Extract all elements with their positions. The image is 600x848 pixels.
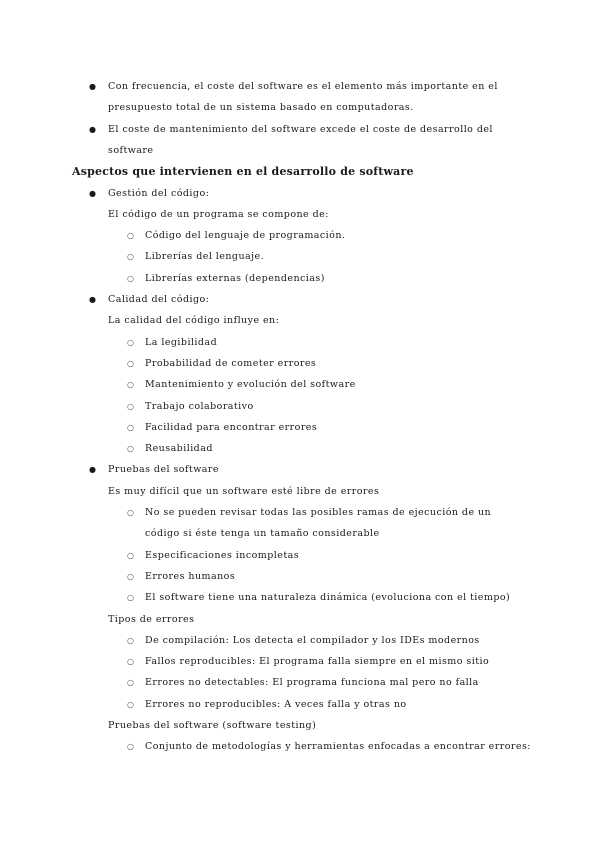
sub-bullet-icon: ○ <box>127 593 134 603</box>
block-intro-text: Tipos de errores <box>108 613 195 625</box>
sub-bullet-icon: ○ <box>127 657 134 667</box>
sub-list-item-text: Especificaciones incompletas <box>145 549 300 561</box>
sub-list-item-text: Facilidad para encontrar errores <box>145 421 318 433</box>
block-intro-text: Es muy difícil que un software esté libre de errores <box>108 485 380 497</box>
sub-bullet-icon: ○ <box>127 273 134 283</box>
sub-bullet-icon: ○ <box>127 742 134 752</box>
sub-bullet-icon: ○ <box>127 444 134 454</box>
bullet-icon: ● <box>89 82 96 91</box>
sub-list-item-text: De compilación: Los detecta el compilador y los IDEs modernos <box>145 634 480 646</box>
block-intro-text: La calidad del código influye en: <box>108 315 280 327</box>
sub-bullet-icon: ○ <box>127 571 134 581</box>
sub-list-item-text: Trabajo colaborativo <box>145 400 254 412</box>
sub-bullet-icon: ○ <box>127 380 134 390</box>
sub-list-item-text: Reusabilidad <box>145 443 213 455</box>
sub-list-item-text: Probabilidad de cometer errores <box>145 357 317 369</box>
sub-list-item-text: Mantenimiento y evolución del software <box>145 379 356 391</box>
sub-list-item-text: Errores no reproducibles: A veces falla y otras no <box>145 698 407 710</box>
sub-list-item-text: Errores humanos <box>145 570 236 582</box>
list-item-text: El coste de mantenimiento del software excede el coste de desarrollo del <box>108 123 493 135</box>
block-intro-text: Pruebas del software (software testing) <box>108 720 317 731</box>
list-item-text: presupuesto total de un sistema basado en computadoras. <box>108 102 414 114</box>
block-intro-text: El código de un programa se compone de: <box>108 208 329 220</box>
sub-list-item-text: Conjunto de metodologías y herramientas enfocadas a encontrar errores: <box>145 741 531 753</box>
sub-bullet-icon: ○ <box>127 337 134 347</box>
sub-bullet-icon: ○ <box>127 678 134 688</box>
sub-list-item-text: Librerías del lenguaje. <box>145 251 265 263</box>
sub-bullet-icon: ○ <box>127 635 134 645</box>
list-item-text: software <box>108 144 154 156</box>
sub-list-item-text: Librerías externas (dependencias) <box>145 272 325 284</box>
bullet-icon: ● <box>89 124 96 134</box>
sub-list-item-text: Errores no detectables: El programa funciona mal pero no falla <box>145 677 479 689</box>
section-heading: Aspectos que intervienen en el desarrollo de software <box>72 165 414 179</box>
bullet-icon: ● <box>89 295 96 304</box>
sub-bullet-icon: ○ <box>127 358 134 368</box>
bullet-icon: ● <box>89 188 96 198</box>
sub-bullet-icon: ○ <box>127 508 134 517</box>
sub-list-item-text: El software tiene una naturaleza dinámica (evoluciona con el tiempo) <box>145 592 511 604</box>
sub-list-item-text: código si éste tenga un tamaño considerable <box>145 528 380 540</box>
sub-bullet-icon: ○ <box>127 231 134 241</box>
sub-list-item-text: Fallos reproducibles: El programa falla siempre en el mismo sitio <box>145 656 490 668</box>
list-item-text: Con frecuencia, el coste del software es el elemento más importante en el <box>108 81 498 92</box>
sub-list-item-text: No se pueden revisar todas las posibles ramas de ejecución de un <box>145 507 492 518</box>
section-item-title: Calidad del código: <box>108 294 210 305</box>
sub-bullet-icon: ○ <box>127 252 134 262</box>
sub-list-item-text: Código del lenguaje de programación. <box>145 230 346 242</box>
sub-bullet-icon: ○ <box>127 550 134 560</box>
section-item-title: Pruebas del software <box>108 464 219 476</box>
sub-bullet-icon: ○ <box>127 699 134 709</box>
sub-bullet-icon: ○ <box>127 422 134 432</box>
sub-bullet-icon: ○ <box>127 401 134 411</box>
sub-list-item-text: La legibilidad <box>145 336 218 348</box>
section-item-title: Gestión del código: <box>108 187 210 199</box>
bullet-icon: ● <box>89 465 96 475</box>
